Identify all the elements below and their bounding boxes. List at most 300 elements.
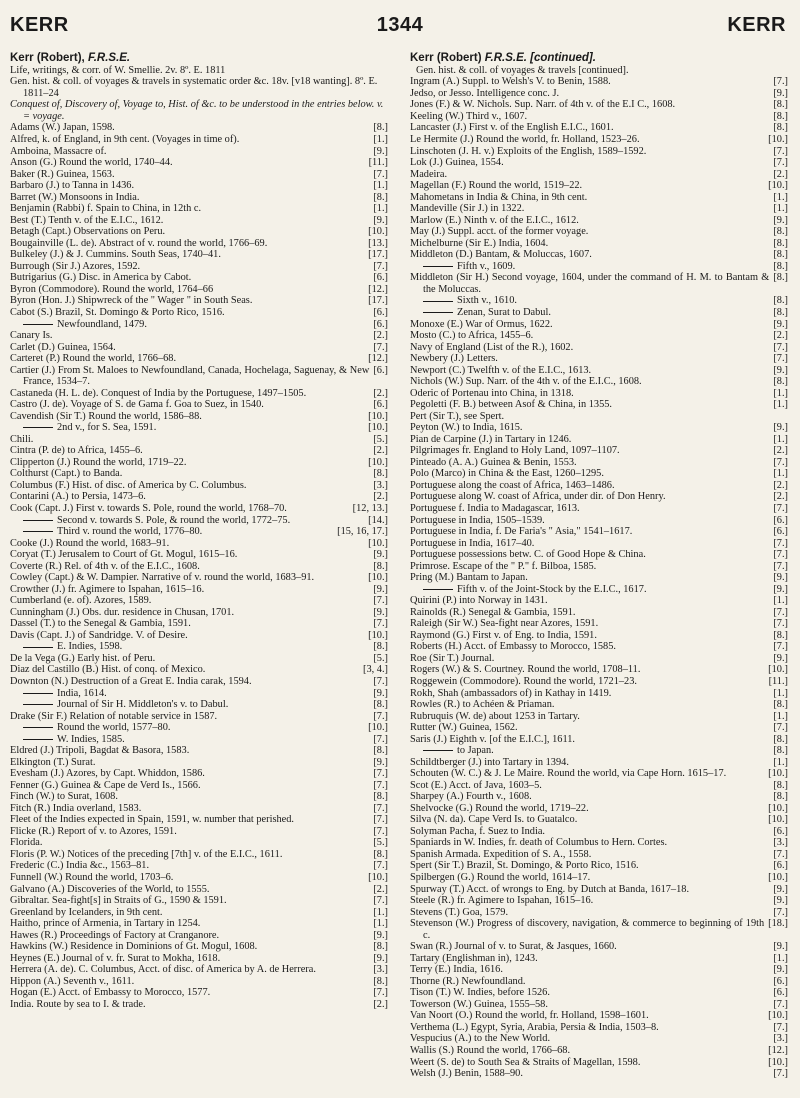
entry-text: Carteret (P.) Round the world, 1766–68. (10, 353, 177, 365)
volume-ref: [7.] (769, 353, 788, 365)
entry-text: Shelvocke (G.) Round the world, 1719–22. (410, 802, 589, 814)
index-entry (10, 768, 388, 780)
index-entry (410, 607, 788, 619)
entry-text: Nichols (W.) Sup. Narr. of the 4th v. of the E.I.C., 1608. (410, 376, 642, 388)
index-entry (10, 538, 388, 550)
volume-ref: [2.] (369, 884, 388, 896)
index-entry (10, 872, 388, 884)
entry-text: Columbus (F.) Hist. of disc. of America by C. Columbus. (10, 479, 247, 491)
index-entry (10, 503, 388, 515)
volume-ref: [8.] (769, 261, 788, 273)
entry-text: Benjamin (Rabbi) f. Spain to China, in 12th c. (10, 203, 202, 215)
volume-ref: [8.] (369, 561, 388, 573)
index-entry (10, 976, 388, 988)
volume-ref: [1.] (769, 757, 788, 769)
entry-text: Amboina, Massacre of. (10, 145, 107, 157)
left-column (10, 52, 388, 1010)
volume-ref: [1.] (769, 192, 788, 204)
volume-ref: [7.] (369, 803, 388, 815)
index-entry (10, 688, 388, 700)
entry-text: Floris (P. W.) Notices of the preceding [7th] v. of the E.I.C., 1611. (10, 848, 283, 860)
entry-text: Cintra (P. de) to Africa, 1455–6. (10, 445, 143, 457)
entry-text: Hogan (E.) Acct. of Embassy to Morocco, 1577. (10, 987, 211, 999)
volume-ref: [13.] (364, 238, 388, 250)
index-entry (410, 76, 788, 88)
volume-ref: [8.] (769, 791, 788, 803)
volume-ref: [7.] (769, 607, 788, 619)
entry-text: Solyman Pacha, f. Suez to India. (410, 825, 546, 837)
entry-text: Silva (N. da). Cape Verd Is. to Guatalco. (410, 814, 578, 826)
volume-ref: [9.] (369, 549, 388, 561)
index-entry (410, 826, 788, 838)
entry-text: Schouten (W. C.) & J. Le Maire. Round the world, via Cape Horn. 1615–17. (410, 768, 727, 780)
entry-text: Portuguese along the coast of Africa, 1463–1486. (410, 479, 615, 491)
index-entry (10, 411, 388, 423)
entry-text: Vespucius (A.) to the New World. (410, 1033, 551, 1045)
entry-list (410, 76, 788, 1079)
index-entry (10, 307, 388, 319)
index-entry (410, 664, 788, 676)
volume-ref: [8.] (369, 976, 388, 988)
volume-ref: [2.] (769, 480, 788, 492)
index-entry (10, 653, 388, 665)
index-entry (410, 353, 788, 365)
entry-text: Gibraltar. Sea-fight[s] in Straits of G., 1590 & 1591. (10, 895, 227, 907)
volume-ref: [10.] (364, 226, 388, 238)
index-entry (410, 422, 788, 434)
index-entry (410, 814, 788, 826)
entry-text: Pinteado (A. A.) Guinea & Benin, 1553. (410, 456, 577, 468)
ditto-rule (23, 704, 53, 705)
entry-text: Raymond (G.) First v. of Eng. to India, 1591. (410, 629, 597, 641)
volume-ref: [1.] (769, 688, 788, 700)
entry-text: Barret (W.) Monsoons in India. (10, 191, 140, 203)
volume-ref: [2.] (369, 330, 388, 342)
volume-ref: [9.] (369, 584, 388, 596)
volume-ref: [7.] (769, 907, 788, 919)
entry-text: to Japan. (457, 745, 494, 757)
entry-text: Schildtberger (J.) into Tartary in 1394. (410, 756, 569, 768)
entry-text: Heynes (E.) Journal of v. fr. Surat to Mokha, 1618. (10, 952, 221, 964)
entry-text: Burrough (Sir J.) Azores, 1592. (10, 260, 141, 272)
entry-text: Lancaster (J.) First v. of the English E.I.C., 1601. (410, 122, 614, 134)
entry-text: Swan (R.) Journal of v. to Surat, & Jasques, 1660. (410, 941, 617, 953)
entry-text: Fifth v., 1609. (457, 260, 516, 272)
entry-text: Rubruquis (W. de) about 1253 in Tartary. (410, 710, 580, 722)
index-entry (10, 226, 388, 238)
index-entry (410, 411, 788, 423)
entry-text: Verthema (L.) Egypt, Syria, Arabia, Persia & India, 1503–8. (410, 1021, 659, 1033)
index-entry (410, 434, 788, 446)
volume-ref: [12.] (364, 353, 388, 365)
index-entry (410, 157, 788, 169)
volume-ref: [8.] (769, 238, 788, 250)
entry-text: Mandeville (Sir J.) in 1322. (410, 203, 525, 215)
entry-text: Chili. (10, 433, 34, 445)
index-entry (410, 872, 788, 884)
volume-ref: [7.] (369, 711, 388, 723)
volume-ref: [8.] (769, 307, 788, 319)
conquest-note: Conquest of, Discovery of, Voyage to, Hist. of &c. to be understood in the entries below. v. = voyage. (10, 99, 384, 122)
index-entry (410, 1068, 788, 1080)
index-entry (10, 595, 388, 607)
ditto-rule (23, 727, 53, 728)
volume-ref: [7.] (769, 849, 788, 861)
volume-ref: [8.] (369, 192, 388, 204)
index-entry (410, 1010, 788, 1022)
index-entry (410, 342, 788, 354)
volume-ref: [7.] (769, 76, 788, 88)
index-entry (410, 1045, 788, 1057)
entry-list (10, 122, 388, 1010)
volume-ref: [3.] (369, 480, 388, 492)
entry-text: Cooke (J.) Round the world, 1683–91. (10, 537, 170, 549)
entry-text: Welsh (J.) Benin, 1588–90. (410, 1068, 523, 1080)
index-entry (10, 192, 388, 204)
index-entry (410, 780, 788, 792)
volume-ref: [7.] (769, 157, 788, 169)
entry-text: Scot (E.) Acct. of Java, 1603–5. (410, 779, 542, 791)
entry-text: Keeling (W.) Third v., 1607. (410, 110, 528, 122)
entry-text: Funnell (W.) Round the world, 1703–6. (10, 872, 174, 883)
index-entry (10, 526, 388, 538)
volume-ref: [7.] (769, 999, 788, 1011)
entry-text: Anson (G.) Round the world, 1740–44. (10, 157, 173, 169)
index-entry (10, 618, 388, 630)
index-entry (410, 111, 788, 123)
index-entry (410, 653, 788, 665)
index-entry (410, 215, 788, 227)
index-entry (10, 434, 388, 446)
volume-ref: [8.] (769, 699, 788, 711)
entry-text: Spanish Armada. Expedition of S. A., 1558. (410, 848, 592, 860)
ditto-rule (423, 589, 453, 590)
entry-text: Castaneda (H. L. de). Conquest of India by the Portuguese, 1497–1505. (10, 387, 307, 399)
entry-text: Roe (Sir T.) Journal. (410, 652, 495, 664)
index-entry (410, 860, 788, 872)
index-entry (10, 757, 388, 769)
index-entry (10, 641, 388, 653)
volume-ref: [2.] (369, 491, 388, 503)
index-entry (410, 1022, 788, 1034)
entry-text: Cunningham (J.) Obs. dur. residence in Chusan, 1701. (10, 606, 235, 618)
index-entry (410, 99, 788, 111)
index-entry (410, 584, 788, 596)
index-entry (10, 607, 388, 619)
volume-ref: [18.] (764, 918, 788, 930)
volume-ref: [7.] (369, 826, 388, 838)
index-entry (410, 457, 788, 469)
volume-ref: [9.] (769, 964, 788, 976)
volume-ref: [10.] (364, 872, 388, 884)
entry-text: Primrose. Escape of the " P." f. Bilboa, 1585. (410, 560, 597, 572)
volume-ref: [10.] (364, 630, 388, 642)
ditto-rule (23, 427, 53, 428)
entry-text: Coverte (R.) Rel. of 4th v. of the E.I.C., 1608. (10, 560, 200, 572)
index-entry (410, 261, 788, 273)
entry-text: India, 1614. (57, 687, 107, 699)
entry-text: Cook (Capt. J.) First v. towards S. Pole, round the world, 1768–70. (10, 503, 287, 514)
entry-text: Colthurst (Capt.) to Banda. (10, 468, 123, 480)
entry-text: May (J.) Suppl. acct. of the former voyage. (410, 226, 589, 238)
volume-ref: [5.] (369, 653, 388, 665)
index-entry (10, 399, 388, 411)
index-entry (10, 699, 388, 711)
volume-ref: [6.] (769, 515, 788, 527)
volume-ref: [8.] (369, 849, 388, 861)
volume-ref: [10.] (764, 1057, 788, 1069)
entry-text: Rutter (W.) Guinea, 1562. (410, 722, 518, 734)
entry-text: Evesham (J.) Azores, by Capt. Whiddon, 1586. (10, 768, 205, 780)
index-entry (10, 676, 388, 688)
volume-ref: [9.] (769, 572, 788, 584)
index-entry (410, 722, 788, 734)
index-entry (410, 88, 788, 100)
entry-text: Clipperton (J.) Round the world, 1719–22. (10, 456, 187, 468)
volume-ref: [10.] (364, 572, 388, 584)
volume-ref: [9.] (769, 884, 788, 896)
index-entry (10, 791, 388, 803)
volume-ref: [1.] (769, 711, 788, 723)
entry-text: Mosto (C.) to Africa, 1455–6. (410, 330, 534, 342)
index-entry (10, 849, 388, 861)
entry-text: Michelburne (Sir E.) India, 1604. (410, 237, 549, 249)
volume-ref: [7.] (369, 987, 388, 999)
entry-text: Hippon (A.) Seventh v., 1611. (10, 975, 135, 987)
entry-text: Coryat (T.) Jerusalem to Court of Gt. Mogul, 1615–16. (10, 549, 238, 561)
index-entry (410, 295, 788, 307)
volume-ref: [8.] (769, 272, 788, 284)
volume-ref: [6.] (369, 399, 388, 411)
index-entry (410, 918, 788, 941)
index-entry (410, 365, 788, 377)
volume-ref: [12, 13.] (349, 503, 388, 515)
volume-ref: [2.] (369, 999, 388, 1011)
index-entry (10, 272, 388, 284)
entry-text: Cabot (S.) Brazil, St. Domingo & Porto Rico, 1516. (10, 306, 225, 318)
index-entry (10, 549, 388, 561)
entry-text: Raleigh (Sir W.) Sea-fight near Azores, 1591. (410, 618, 599, 630)
entry-text: Alfred, k. of England, in 9th cent. (Voyages in time of). (10, 134, 240, 145)
index-entry (10, 860, 388, 872)
entry-text: Polo (Marco) in China & the East, 1260–1295. (410, 468, 604, 480)
volume-ref: [8.] (769, 226, 788, 238)
entry-text: Pring (M.) Bantam to Japan. (410, 572, 528, 584)
entry-text: Middleton (Sir H.) Second voyage, 1604, under the command of H. M. to Bantam & the Moluccas. (410, 272, 770, 295)
entry-text: Portuguese in India, 1617–40. (410, 537, 535, 549)
entry-text: Van Noort (O.) Round the world, fr. Holland, 1598–1601. (410, 1010, 649, 1022)
volume-ref: [8.] (369, 941, 388, 953)
volume-ref: [2.] (769, 491, 788, 503)
index-entry (410, 526, 788, 538)
entry-text: Flicke (R.) Report of v. to Azores, 1591. (10, 825, 177, 837)
page-number: 1344 (376, 14, 424, 36)
volume-ref: [8.] (369, 468, 388, 480)
entry-text: Portuguese f. India to Madagascar, 1613. (410, 503, 580, 514)
volume-ref: [17.] (364, 249, 388, 261)
volume-ref: [6.] (369, 307, 388, 319)
volume-ref: [7.] (769, 1068, 788, 1080)
entry-text: E. Indies, 1598. (57, 641, 123, 653)
volume-ref: [11.] (365, 157, 388, 169)
volume-ref: [12.] (364, 284, 388, 296)
index-entry (10, 953, 388, 965)
index-entry (410, 388, 788, 400)
index-entry (410, 976, 788, 988)
entry-text: Portuguese in India, f. De Faria's " Asia," 1541–1617. (410, 526, 633, 538)
entry-text: Newbery (J.) Letters. (410, 353, 498, 365)
volume-ref: [7.] (369, 342, 388, 354)
index-entry (10, 745, 388, 757)
volume-ref: [9.] (769, 215, 788, 227)
entry-text: India. Route by sea to I. & trade. (10, 998, 146, 1010)
volume-ref: [1.] (369, 203, 388, 215)
volume-ref: [5.] (369, 837, 388, 849)
entry-text: Frederic (C.) India &c., 1563–81. (10, 860, 150, 872)
entry-text: Hawes (R.) Proceedings of Factory at Cranganore. (10, 929, 220, 941)
volume-ref: [12.] (764, 1045, 788, 1057)
index-entry (10, 515, 388, 527)
entry-text: 2nd v., for S. Sea, 1591. (57, 422, 157, 434)
volume-ref: [9.] (769, 422, 788, 434)
entry-text: Jones (F.) & W. Nichols. Sup. Narr. of 4th v. of the E.I C., 1608. (410, 99, 676, 111)
volume-ref: [7.] (769, 618, 788, 630)
index-entry (10, 907, 388, 919)
volume-ref: [1.] (769, 953, 788, 965)
volume-ref: [7.] (369, 768, 388, 780)
volume-ref: [6.] (769, 860, 788, 872)
entry-text: Lok (J.) Guinea, 1554. (410, 157, 504, 169)
index-entry (410, 676, 788, 688)
entry-text: De la Vega (G.) Early hist. of Peru. (10, 652, 156, 664)
index-entry (410, 999, 788, 1011)
index-entry (410, 837, 788, 849)
ditto-rule (23, 324, 53, 325)
index-entry (410, 272, 788, 295)
entry-text: Zenan, Surat to Dabul. (457, 306, 551, 318)
volume-ref: [8.] (369, 745, 388, 757)
entry-text: Greenland by Icelanders, in 9th cent. (10, 906, 163, 918)
index-entry (410, 711, 788, 723)
index-entry (410, 953, 788, 965)
index-entry (10, 987, 388, 999)
running-header (0, 0, 800, 44)
volume-ref: [9.] (769, 584, 788, 596)
entry-text: Le Hermite (J.) Round the world, fr. Holland, 1523–26. (410, 134, 640, 145)
index-entry (410, 549, 788, 561)
volume-ref: [7.] (369, 780, 388, 792)
volume-ref: [7.] (769, 561, 788, 573)
volume-ref: [9.] (769, 319, 788, 331)
entry-text: Monoxe (E.) War of Ormus, 1622. (410, 318, 553, 330)
index-entry (10, 918, 388, 930)
entry-text: Fifth v. of the Joint-Stock by the E.I.C., 1617. (457, 583, 647, 595)
entry-text: Quirini (P.) into Norway in 1431. (410, 595, 548, 607)
index-entry (10, 722, 388, 734)
entry-text: Madeira. (410, 168, 448, 180)
volume-ref: [8.] (769, 745, 788, 757)
volume-ref: [8.] (769, 734, 788, 746)
volume-ref: [6.] (769, 987, 788, 999)
index-entry (10, 365, 388, 388)
entry-text: Rokh, Shah (ambassadors of) in Kathay in 1419. (410, 687, 612, 699)
volume-ref: [1.] (769, 434, 788, 446)
entry-text: Weert (S. de) to South Sea & Straits of Magellan, 1598. (410, 1056, 641, 1068)
index-entry (410, 745, 788, 757)
entry-text: Third v. round the world, 1776–80. (57, 526, 203, 538)
index-entry (410, 884, 788, 896)
entry-text: Castro (J. de). Voyage of S. de Gama f. Goa to Suez, in 1540. (10, 399, 264, 411)
entry-text: Drake (Sir F.) Relation of notable service in 1587. (10, 710, 218, 722)
index-entry (410, 491, 788, 503)
volume-ref: [7.] (769, 722, 788, 734)
heading-name: Kerr (Robert), (10, 52, 88, 64)
index-entry (410, 1033, 788, 1045)
index-entry (410, 803, 788, 815)
entry-text: Journal of Sir H. Middleton's v. to Dabul. (57, 699, 229, 711)
volume-ref: [8.] (369, 641, 388, 653)
entry-text: Rogers (W.) & S. Courtney. Round the world, 1708–11. (410, 664, 641, 676)
index-entry (410, 180, 788, 192)
entry-text: Oderic of Portenau into China, in 1318. (410, 387, 574, 399)
entry-text: Cowley (Capt.) & W. Dampier. Narrative of v. round the world, 1683–91. (10, 572, 315, 584)
entry-text: Carlet (D.) Guinea, 1564. (10, 341, 116, 353)
index-entry (410, 987, 788, 999)
volume-ref: [3.] (369, 964, 388, 976)
entry-text: Tartary (Englishman in), 1243. (410, 952, 538, 964)
volume-ref: [2.] (769, 445, 788, 457)
volume-ref: [9.] (769, 653, 788, 665)
index-entry (410, 768, 788, 780)
volume-ref: [8.] (769, 376, 788, 388)
index-entry (410, 1057, 788, 1069)
index-entry (410, 468, 788, 480)
entry-text: Betagh (Capt.) Observations on Peru. (10, 226, 166, 238)
entry-text: Barbaro (J.) to Tanna in 1436. (10, 180, 135, 192)
index-entry (10, 895, 388, 907)
heading-suffix: F.R.S.E. [continued]. (484, 52, 596, 64)
volume-ref: [10.] (764, 872, 788, 884)
entry-text: Pegoletti (F. B.) between Asof & China, in 1355. (410, 399, 613, 411)
index-entry (410, 319, 788, 331)
entry-text: Stevens (T.) Goa, 1579. (410, 906, 509, 918)
volume-ref: [7.] (369, 261, 388, 273)
entry-text: Best (T.) Tenth v. of the E.I.C., 1612. (10, 214, 164, 226)
index-entry (10, 342, 388, 354)
volume-ref: [10.] (764, 180, 788, 192)
index-entry (410, 146, 788, 158)
entry-text: Sharpey (A.) Fourth v., 1608. (410, 791, 532, 803)
index-entry (410, 688, 788, 700)
volume-ref: [9.] (369, 215, 388, 227)
entry-text: Cartier (J.) From St. Maloes to Newfoundland, Canada, Hochelaga, Saguenay, & New France, 1534–7. (10, 364, 370, 388)
index-entry (410, 249, 788, 261)
entry-text: Middleton (D.) Bantam, & Moluccas, 1607. (410, 249, 592, 261)
volume-ref: [1.] (769, 203, 788, 215)
volume-ref: [3, 4.] (359, 664, 388, 676)
index-entry (10, 803, 388, 815)
volume-ref: [9.] (369, 757, 388, 769)
entry-text: W. Indies, 1585. (57, 733, 125, 745)
entry-text: Terry (E.) India, 1616. (410, 964, 503, 976)
volume-ref: [2.] (369, 388, 388, 400)
index-entry (10, 941, 388, 953)
index-entry (10, 572, 388, 584)
heading-name: Kerr (Robert) (410, 52, 485, 64)
volume-ref: [1.] (369, 907, 388, 919)
volume-ref: [10.] (364, 457, 388, 469)
entry-text: Fleet of the Indies expected in Spain, 1591, w. number that perished. (10, 814, 294, 826)
